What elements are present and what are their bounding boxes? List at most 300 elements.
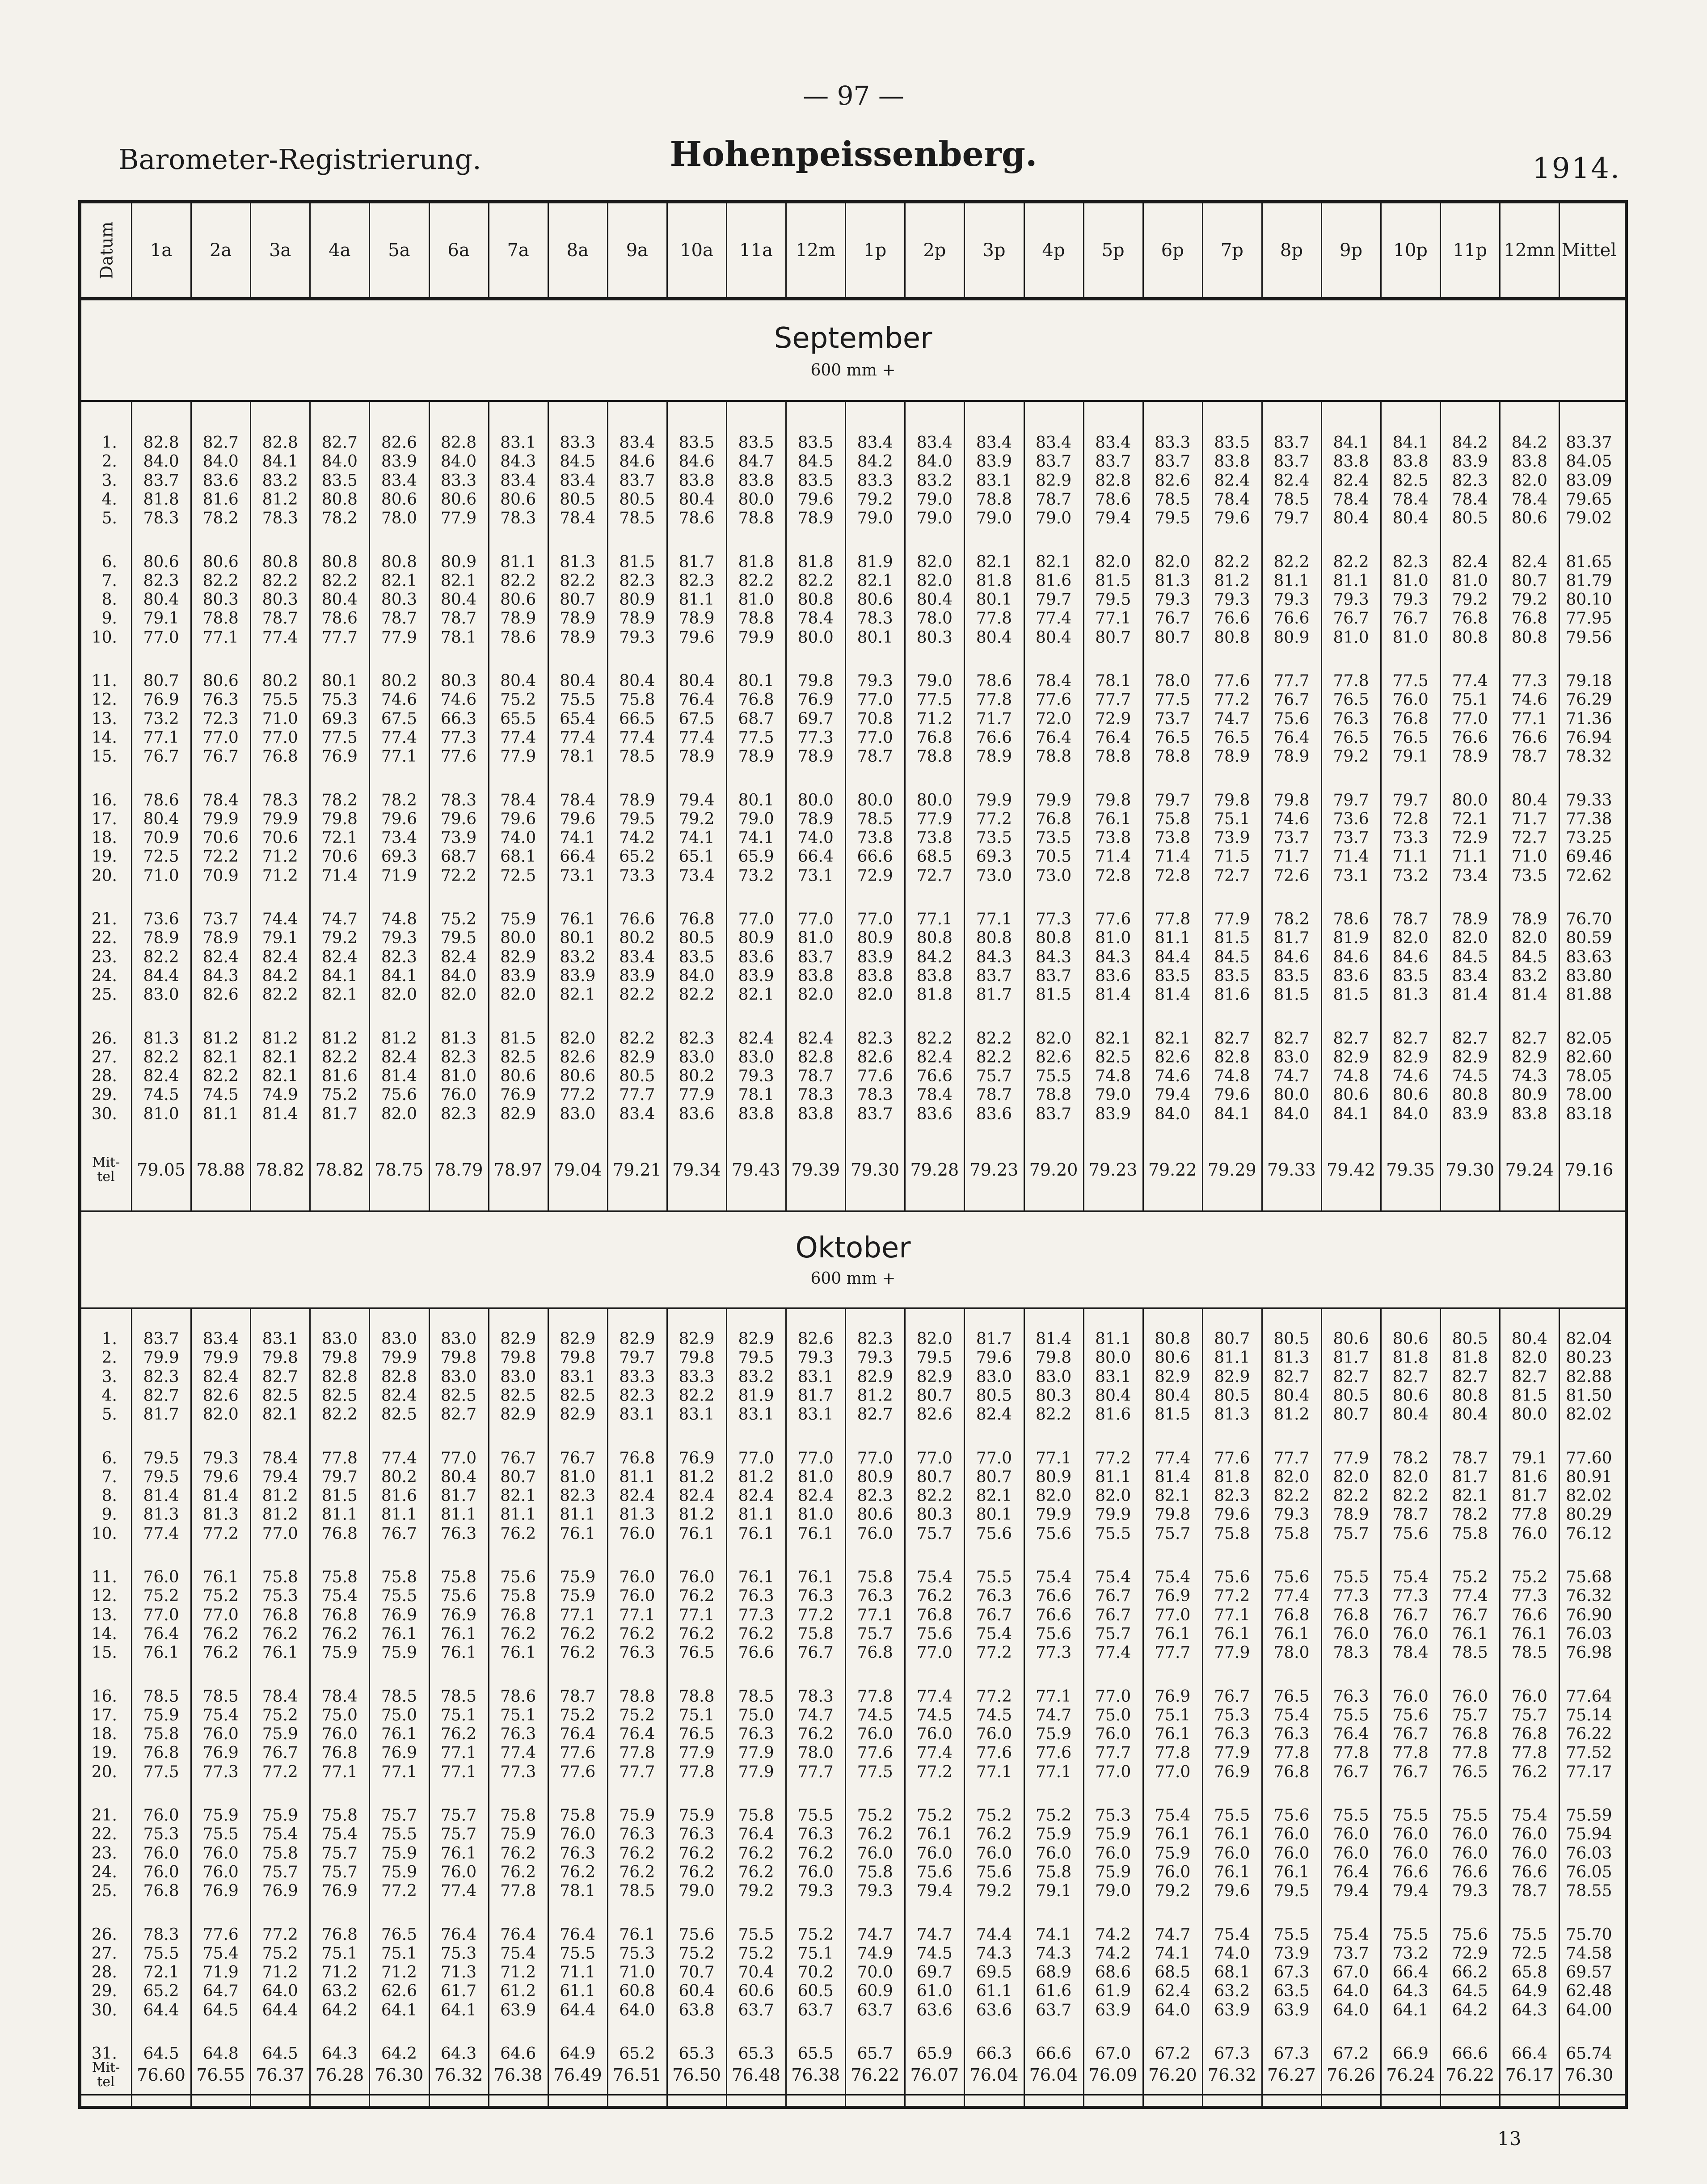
table-cell: 82.2 bbox=[262, 986, 298, 1004]
table-cell: 80.4 bbox=[1273, 1386, 1310, 1405]
table-cell: 82.0 bbox=[381, 986, 417, 1004]
table-cell: 75.7 bbox=[1511, 1706, 1547, 1724]
table-cell: 65.9 bbox=[738, 847, 774, 866]
table-cell: 81.0 bbox=[1095, 929, 1131, 948]
table-cell: 76.2 bbox=[560, 1644, 596, 1662]
table-cell: 81.7 bbox=[321, 1105, 358, 1123]
table-cell: 76.1 bbox=[797, 1568, 834, 1586]
column-separator bbox=[1083, 1309, 1084, 2106]
table-cell: 77.7 bbox=[797, 1762, 834, 1781]
table-cell: 75.1 bbox=[440, 1706, 477, 1724]
table-cell: 75.8 bbox=[1273, 1524, 1310, 1543]
table-cell: 82.6 bbox=[202, 1386, 239, 1405]
table-cell: 77.8 bbox=[1273, 1744, 1310, 1762]
table-cell: 75.2 bbox=[797, 1925, 834, 1944]
table-cell: 82.4 bbox=[738, 1029, 774, 1048]
table-cell: 79.7 bbox=[321, 1467, 358, 1486]
table-cell: 79.8 bbox=[262, 1349, 298, 1367]
column-separator bbox=[1559, 1309, 1560, 2106]
mittel-cell: 76.22 bbox=[851, 2065, 900, 2085]
column-header: 11p bbox=[1453, 240, 1487, 261]
table-cell: 80.4 bbox=[679, 672, 715, 690]
table-cell: 79.2 bbox=[857, 490, 893, 509]
table-cell: 74.9 bbox=[262, 1086, 298, 1105]
table-cell: 81.2 bbox=[321, 1029, 358, 1048]
table-cell: 76.4 bbox=[560, 1725, 596, 1744]
table-cell: 81.0 bbox=[440, 1067, 477, 1086]
table-cell: 79.0 bbox=[857, 509, 893, 528]
table-cell: 82.7 bbox=[1392, 1367, 1429, 1386]
table-cell: 80.9 bbox=[738, 929, 774, 948]
table-cell: 75.5 bbox=[262, 691, 298, 709]
table-cell: 83.7 bbox=[1095, 452, 1131, 471]
table-cell: 82.2 bbox=[679, 986, 715, 1004]
table-cell: 75.5 bbox=[202, 1825, 239, 1844]
table-cell: 82.4 bbox=[381, 1048, 417, 1067]
table-cell: 71.7 bbox=[976, 709, 1012, 728]
table-cell: 76.5 bbox=[381, 1925, 417, 1944]
mittel-cell: 79.39 bbox=[791, 1160, 840, 1180]
table-cell: 69.7 bbox=[916, 1963, 953, 1982]
table-cell: 72.5 bbox=[143, 847, 179, 866]
table-cell: 82.0 bbox=[857, 986, 893, 1004]
table-cell: 82.3 bbox=[857, 1330, 893, 1348]
table-cell: 73.8 bbox=[916, 829, 953, 847]
table-cell: 81.5 bbox=[619, 552, 655, 571]
table-cell: 82.7 bbox=[143, 1386, 179, 1405]
table-cell: 83.80 bbox=[1566, 966, 1612, 985]
table-cell: 76.8 bbox=[1273, 1606, 1310, 1624]
table-cell: 77.6 bbox=[1214, 672, 1250, 690]
table-cell: 83.7 bbox=[857, 1105, 893, 1123]
table-cell: 76.1 bbox=[381, 1624, 417, 1643]
table-cell: 76.9 bbox=[500, 1086, 536, 1105]
table-cell: 81.6 bbox=[321, 1067, 358, 1086]
table-cell: 78.4 bbox=[560, 791, 596, 810]
column-separator bbox=[904, 1309, 906, 2106]
table-cell: 80.8 bbox=[381, 552, 417, 571]
table-cell: 67.3 bbox=[1273, 2045, 1310, 2063]
table-cell: 81.0 bbox=[1392, 571, 1429, 590]
table-cell: 78.6 bbox=[976, 672, 1012, 690]
table-cell: 78.8 bbox=[738, 609, 774, 628]
table-cell: 79.6 bbox=[1214, 509, 1250, 528]
table-cell: 77.9 bbox=[679, 1744, 715, 1762]
table-cell: 76.8 bbox=[321, 1524, 358, 1543]
table-cell: 73.8 bbox=[1155, 829, 1191, 847]
table-cell: 75.7 bbox=[916, 1524, 953, 1543]
table-cell: 82.3 bbox=[679, 1029, 715, 1048]
table-cell: 79.3 bbox=[1214, 590, 1250, 609]
table-cell: 64.9 bbox=[1511, 1982, 1547, 2001]
day-label: 24. bbox=[91, 966, 117, 985]
table-cell: 76.9 bbox=[321, 1882, 358, 1901]
table-cell: 73.7 bbox=[1273, 829, 1310, 847]
table-cell: 76.7 bbox=[1392, 1606, 1429, 1624]
day-label: 24. bbox=[91, 1863, 117, 1881]
day-label: 6. bbox=[101, 552, 117, 571]
table-cell: 76.3 bbox=[1214, 1725, 1250, 1744]
table-cell: 79.1 bbox=[1511, 1449, 1547, 1467]
table-cell: 83.7 bbox=[1155, 452, 1191, 471]
table-cell: 73.2 bbox=[143, 709, 179, 728]
table-cell: 68.1 bbox=[1214, 1963, 1250, 1982]
table-cell: 76.05 bbox=[1566, 1863, 1612, 1881]
table-cell: 81.7 bbox=[1511, 1487, 1547, 1505]
table-cell: 73.6 bbox=[143, 910, 179, 928]
table-cell: 78.4 bbox=[1214, 490, 1250, 509]
table-cell: 80.2 bbox=[679, 1067, 715, 1086]
table-cell: 74.0 bbox=[500, 829, 536, 847]
table-cell: 71.4 bbox=[1095, 847, 1131, 866]
table-cell: 76.0 bbox=[440, 1086, 477, 1105]
table-cell: 79.9 bbox=[1035, 791, 1072, 810]
table-cell: 81.7 bbox=[143, 1405, 179, 1424]
mittel-cell: 78.75 bbox=[375, 1160, 424, 1180]
table-cell: 82.7 bbox=[321, 434, 358, 452]
table-cell: 82.8 bbox=[440, 434, 477, 452]
table-cell: 81.1 bbox=[321, 1505, 358, 1524]
day-label: 8. bbox=[101, 590, 117, 609]
table-cell: 82.3 bbox=[679, 571, 715, 590]
table-cell: 80.5 bbox=[560, 490, 596, 509]
table-cell: 79.3 bbox=[1273, 590, 1310, 609]
table-cell: 76.5 bbox=[1392, 728, 1429, 747]
table-cell: 77.6 bbox=[440, 747, 477, 766]
table-cell: 66.6 bbox=[857, 847, 893, 866]
table-cell: 74.0 bbox=[797, 829, 834, 847]
table-cell: 76.6 bbox=[619, 910, 655, 928]
table-cell: 82.8 bbox=[1214, 1048, 1250, 1067]
table-cell: 83.4 bbox=[976, 434, 1012, 452]
table-cell: 79.0 bbox=[916, 672, 953, 690]
table-cell: 84.4 bbox=[143, 966, 179, 985]
column-header: 7a bbox=[507, 240, 529, 261]
table-cell: 80.8 bbox=[1452, 628, 1488, 647]
table-cell: 77.7 bbox=[1155, 1644, 1191, 1662]
day-label: 25. bbox=[91, 1882, 117, 1901]
table-cell: 82.2 bbox=[500, 571, 536, 590]
table-cell: 81.2 bbox=[679, 1467, 715, 1486]
table-cell: 79.5 bbox=[1095, 590, 1131, 609]
table-cell: 74.5 bbox=[1452, 1067, 1488, 1086]
table-cell: 70.0 bbox=[857, 1963, 893, 1982]
table-cell: 64.3 bbox=[321, 2045, 358, 2063]
table-cell: 76.90 bbox=[1566, 1606, 1612, 1624]
table-cell: 80.8 bbox=[1511, 628, 1547, 647]
table-cell: 77.9 bbox=[679, 1086, 715, 1105]
column-separator bbox=[548, 203, 549, 297]
table-cell: 76.2 bbox=[321, 1624, 358, 1643]
column-separator bbox=[429, 1309, 430, 2106]
table-cell: 76.1 bbox=[1273, 1863, 1310, 1881]
table-cell: 80.8 bbox=[321, 490, 358, 509]
table-cell: 83.6 bbox=[202, 471, 239, 490]
table-cell: 82.02 bbox=[1566, 1487, 1612, 1505]
table-cell: 83.7 bbox=[143, 471, 179, 490]
table-cell: 76.0 bbox=[202, 1844, 239, 1863]
table-cell: 84.0 bbox=[440, 966, 477, 985]
table-cell: 84.6 bbox=[619, 452, 655, 471]
table-cell: 80.4 bbox=[1511, 1330, 1547, 1348]
table-cell: 80.0 bbox=[1095, 1349, 1131, 1367]
table-cell: 83.9 bbox=[1452, 1105, 1488, 1123]
table-cell: 77.4 bbox=[679, 728, 715, 747]
table-cell: 75.9 bbox=[1035, 1725, 1072, 1744]
table-cell: 77.8 bbox=[1511, 1505, 1547, 1524]
table-cell: 75.6 bbox=[976, 1863, 1012, 1881]
day-label: 2. bbox=[101, 1349, 117, 1367]
table-cell: 77.0 bbox=[916, 1644, 953, 1662]
table-cell: 83.3 bbox=[1155, 434, 1191, 452]
table-cell: 76.1 bbox=[1155, 1725, 1191, 1744]
table-cell: 76.3 bbox=[797, 1825, 834, 1844]
table-cell: 78.8 bbox=[1035, 747, 1072, 766]
table-cell: 82.1 bbox=[500, 1487, 536, 1505]
table-cell: 76.7 bbox=[1273, 691, 1310, 709]
table-cell: 78.4 bbox=[1452, 490, 1488, 509]
table-cell: 82.4 bbox=[976, 1405, 1012, 1424]
column-header: 4a bbox=[329, 240, 351, 261]
table-cell: 80.9 bbox=[857, 1467, 893, 1486]
table-cell: 76.9 bbox=[202, 1744, 239, 1762]
table-cell: 76.9 bbox=[202, 1882, 239, 1901]
column-separator bbox=[666, 402, 668, 1210]
table-cell: 80.5 bbox=[619, 1067, 655, 1086]
table-cell: 74.7 bbox=[857, 1925, 893, 1944]
table-cell: 80.1 bbox=[976, 590, 1012, 609]
table-cell: 71.2 bbox=[916, 709, 953, 728]
table-cell: 78.6 bbox=[1333, 910, 1369, 928]
day-label: 11. bbox=[91, 672, 117, 690]
mittel-cell: 79.30 bbox=[1446, 1160, 1495, 1180]
table-cell: 75.5 bbox=[143, 1944, 179, 1963]
month-title: September bbox=[774, 322, 932, 355]
table-cell: 72.9 bbox=[857, 866, 893, 885]
table-cell: 66.5 bbox=[619, 709, 655, 728]
table-cell: 73.8 bbox=[1095, 829, 1131, 847]
table-cell: 81.8 bbox=[738, 552, 774, 571]
table-cell: 79.5 bbox=[143, 1467, 179, 1486]
table-cell: 84.1 bbox=[262, 452, 298, 471]
column-separator bbox=[607, 203, 608, 297]
table-cell: 82.3 bbox=[440, 1048, 477, 1067]
table-cell: 76.6 bbox=[1035, 1606, 1072, 1624]
table-cell: 81.7 bbox=[1273, 929, 1310, 948]
table-cell: 71.0 bbox=[1511, 847, 1547, 866]
table-cell: 76.3 bbox=[202, 691, 239, 709]
table-cell: 77.8 bbox=[500, 1882, 536, 1901]
table-cell: 81.3 bbox=[1392, 986, 1429, 1004]
table-cell: 82.2 bbox=[679, 1386, 715, 1405]
table-cell: 77.3 bbox=[440, 728, 477, 747]
table-cell: 81.8 bbox=[1452, 1349, 1488, 1367]
table-cell: 77.2 bbox=[797, 1606, 834, 1624]
table-cell: 78.4 bbox=[1333, 490, 1369, 509]
table-cell: 75.6 bbox=[916, 1863, 953, 1881]
table-cell: 77.6 bbox=[976, 1744, 1012, 1762]
table-cell: 84.5 bbox=[1214, 948, 1250, 966]
table-cell: 84.1 bbox=[1333, 434, 1369, 452]
table-cell: 79.1 bbox=[1035, 1882, 1072, 1901]
table-cell: 79.6 bbox=[679, 628, 715, 647]
table-cell: 75.2 bbox=[1452, 1568, 1488, 1586]
mittel-cell: 79.21 bbox=[612, 1160, 662, 1180]
table-cell: 83.8 bbox=[857, 966, 893, 985]
table-cell: 81.7 bbox=[976, 986, 1012, 1004]
table-bottom-rule bbox=[81, 2094, 1625, 2095]
column-separator bbox=[548, 1309, 549, 2106]
table-cell: 83.9 bbox=[381, 452, 417, 471]
table-cell: 82.88 bbox=[1566, 1367, 1612, 1386]
table-cell: 76.6 bbox=[1392, 1863, 1429, 1881]
table-cell: 76.4 bbox=[440, 1925, 477, 1944]
table-cell: 74.6 bbox=[440, 691, 477, 709]
column-separator bbox=[785, 402, 787, 1210]
table-cell: 81.5 bbox=[1511, 1386, 1547, 1405]
table-cell: 60.6 bbox=[738, 1982, 774, 2001]
table-cell: 77.7 bbox=[1095, 1744, 1131, 1762]
table-cell: 70.6 bbox=[202, 829, 239, 847]
table-cell: 77.4 bbox=[262, 628, 298, 647]
table-cell: 78.1 bbox=[560, 747, 596, 766]
table-cell: 63.8 bbox=[679, 2001, 715, 2020]
table-cell: 76.5 bbox=[679, 1644, 715, 1662]
table-cell: 75.6 bbox=[1214, 1568, 1250, 1586]
table-cell: 78.7 bbox=[1035, 490, 1072, 509]
table-cell: 72.9 bbox=[1095, 709, 1131, 728]
table-cell: 80.4 bbox=[976, 628, 1012, 647]
table-cell: 75.59 bbox=[1566, 1806, 1612, 1825]
table-cell: 76.0 bbox=[321, 1725, 358, 1744]
table-cell: 82.6 bbox=[381, 434, 417, 452]
table-cell: 83.7 bbox=[143, 1330, 179, 1348]
table-cell: 80.4 bbox=[916, 590, 953, 609]
table-cell: 76.4 bbox=[143, 1624, 179, 1643]
table-cell: 76.1 bbox=[1511, 1624, 1547, 1643]
table-cell: 80.6 bbox=[1392, 1086, 1429, 1105]
table-cell: 75.6 bbox=[1392, 1706, 1429, 1724]
table-cell: 81.7 bbox=[797, 1386, 834, 1405]
table-cell: 76.3 bbox=[619, 1825, 655, 1844]
table-cell: 78.9 bbox=[1452, 910, 1488, 928]
column-header: 12mn bbox=[1504, 240, 1555, 261]
table-cell: 82.9 bbox=[916, 1367, 953, 1386]
table-cell: 74.3 bbox=[1511, 1067, 1547, 1086]
day-label: 17. bbox=[91, 810, 117, 828]
column-separator bbox=[666, 1309, 668, 2106]
table-cell: 80.2 bbox=[262, 672, 298, 690]
table-cell: 68.5 bbox=[1155, 1963, 1191, 1982]
table-cell: 82.6 bbox=[560, 1048, 596, 1067]
column-separator bbox=[1380, 1309, 1382, 2106]
table-cell: 80.1 bbox=[321, 672, 358, 690]
table-cell: 83.4 bbox=[1452, 966, 1488, 985]
table-cell: 69.5 bbox=[976, 1963, 1012, 1982]
table-cell: 81.3 bbox=[1273, 1349, 1310, 1367]
table-cell: 76.1 bbox=[440, 1644, 477, 1662]
table-cell: 83.9 bbox=[738, 966, 774, 985]
table-cell: 76.2 bbox=[679, 1863, 715, 1881]
table-cell: 66.3 bbox=[440, 709, 477, 728]
table-cell: 83.4 bbox=[619, 434, 655, 452]
table-cell: 80.6 bbox=[500, 490, 536, 509]
table-cell: 77.6 bbox=[1095, 910, 1131, 928]
table-cell: 81.4 bbox=[143, 1487, 179, 1505]
column-separator bbox=[964, 402, 965, 1210]
table-cell: 80.0 bbox=[797, 791, 834, 810]
table-cell: 84.1 bbox=[321, 966, 358, 985]
column-header: 8a bbox=[566, 240, 589, 261]
table-cell: 77.1 bbox=[679, 1606, 715, 1624]
table-cell: 77.1 bbox=[619, 1606, 655, 1624]
day-label: 1. bbox=[101, 1330, 117, 1348]
table-cell: 77.8 bbox=[321, 1449, 358, 1467]
column-separator bbox=[309, 1309, 311, 2106]
table-cell: 81.2 bbox=[1214, 571, 1250, 590]
table-cell: 81.8 bbox=[143, 490, 179, 509]
table-cell: 75.9 bbox=[381, 1644, 417, 1662]
table-cell: 77.5 bbox=[143, 1762, 179, 1781]
table-cell: 76.2 bbox=[797, 1844, 834, 1863]
table-cell: 77.0 bbox=[1095, 1762, 1131, 1781]
table-cell: 77.7 bbox=[619, 1086, 655, 1105]
table-cell: 80.4 bbox=[500, 672, 536, 690]
table-cell: 82.9 bbox=[1214, 1367, 1250, 1386]
table-cell: 79.9 bbox=[738, 628, 774, 647]
table-cell: 76.0 bbox=[1452, 1825, 1488, 1844]
table-cell: 76.7 bbox=[143, 747, 179, 766]
table-cell: 71.0 bbox=[143, 866, 179, 885]
table-cell: 77.8 bbox=[1452, 1744, 1488, 1762]
table-cell: 81.4 bbox=[1155, 986, 1191, 1004]
table-cell: 67.0 bbox=[1095, 2045, 1131, 2063]
column-separator bbox=[488, 402, 489, 1210]
table-cell: 83.09 bbox=[1566, 471, 1612, 490]
table-cell: 76.7 bbox=[560, 1449, 596, 1467]
table-cell: 73.7 bbox=[1155, 709, 1191, 728]
table-cell: 79.3 bbox=[1452, 1882, 1488, 1901]
table-cell: 82.2 bbox=[262, 571, 298, 590]
day-label: 7. bbox=[101, 571, 117, 590]
table-cell: 77.2 bbox=[560, 1086, 596, 1105]
table-cell: 78.2 bbox=[321, 791, 358, 810]
table-cell: 76.2 bbox=[916, 1587, 953, 1606]
table-cell: 82.4 bbox=[797, 1029, 834, 1048]
table-cell: 79.7 bbox=[1333, 791, 1369, 810]
table-cell: 83.0 bbox=[440, 1330, 477, 1348]
table-cell: 80.2 bbox=[619, 929, 655, 948]
table-cell: 75.4 bbox=[1035, 1568, 1072, 1586]
table-cell: 82.7 bbox=[1452, 1029, 1488, 1048]
table-cell: 77.1 bbox=[321, 1762, 358, 1781]
table-cell: 73.3 bbox=[619, 866, 655, 885]
table-cell: 81.2 bbox=[857, 1386, 893, 1405]
table-cell: 74.3 bbox=[1035, 1944, 1072, 1963]
column-header: 1p bbox=[864, 240, 887, 261]
table-cell: 81.0 bbox=[797, 1467, 834, 1486]
table-cell: 74.1 bbox=[560, 829, 596, 847]
table-cell: 78.7 bbox=[797, 1067, 834, 1086]
table-cell: 82.4 bbox=[381, 1386, 417, 1405]
table-cell: 78.9 bbox=[1452, 747, 1488, 766]
table-cell: 76.0 bbox=[202, 1725, 239, 1744]
table-cell: 80.3 bbox=[1035, 1386, 1072, 1405]
table-cell: 76.8 bbox=[916, 728, 953, 747]
table-cell: 65.9 bbox=[916, 2045, 953, 2063]
table-cell: 83.2 bbox=[1511, 966, 1547, 985]
table-cell: 75.4 bbox=[1214, 1925, 1250, 1944]
